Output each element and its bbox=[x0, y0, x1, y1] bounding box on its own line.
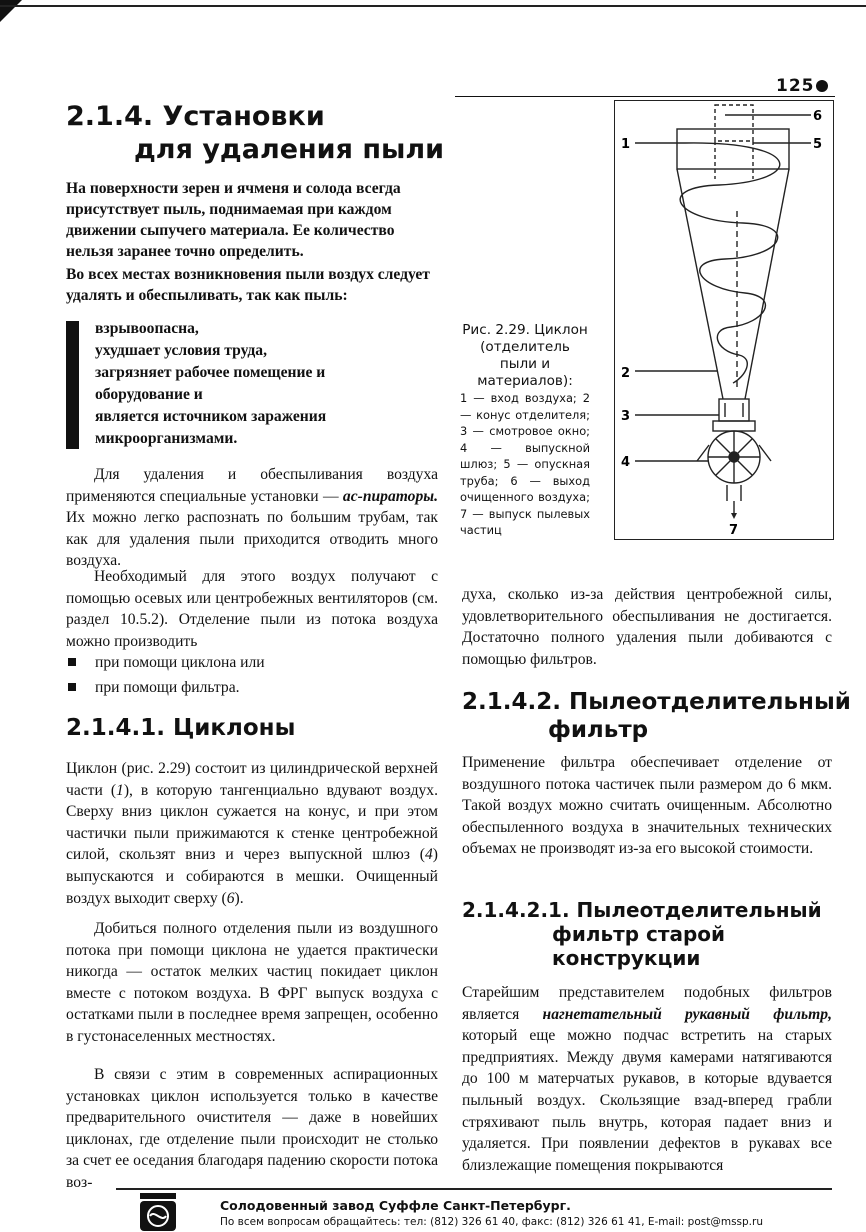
list-item-text: при помощи циклона или bbox=[95, 654, 265, 671]
warning-item: загрязняет рабочее помещение и оборудование и bbox=[95, 364, 326, 403]
cyclone-cylinder bbox=[677, 129, 789, 169]
page-number-dot bbox=[816, 80, 828, 92]
warning-item: является источником заражения микроорганизмами. bbox=[95, 408, 327, 447]
label-5: 5 bbox=[813, 137, 823, 152]
subsubsection-title-line3: конструкции bbox=[552, 946, 701, 970]
cyclone-cone-left bbox=[677, 169, 723, 399]
paragraph-cyclone-description bbox=[66, 758, 438, 909]
list-item-text: при помощи фильтра. bbox=[95, 679, 240, 696]
outlet-pipe bbox=[715, 105, 753, 141]
paragraph-bag-filter bbox=[462, 982, 832, 1176]
label-4: 4 bbox=[621, 455, 631, 470]
cyclone-cone-right bbox=[745, 169, 789, 399]
text-run: Их можно легко распознать по большим трубам, так как для удаления пыли приходится отводить много воздуха. bbox=[66, 509, 438, 570]
text-run: Для удаления и обеспыливания воздуха применяются специальные установки — bbox=[66, 466, 438, 505]
lead-paragraph-1: На поверхности зерен и ячменя и солода всегда присутствует пыль, поднимаемая при каждом движении сыпучего материала. Ее количество нельзя заранее точно определить. bbox=[66, 180, 401, 260]
term-aspirators: ас-пираторы. bbox=[342, 487, 438, 505]
paragraph-aspirators bbox=[66, 464, 438, 572]
label-6: 6 bbox=[813, 109, 823, 124]
text-run: ) выпускаются и собираются в мешки. Очищенный воздух выходит сверху ( bbox=[66, 846, 438, 907]
section-title-line1: 2.1.4. Установки bbox=[66, 101, 325, 132]
header-rule bbox=[455, 96, 835, 97]
paragraph-incomplete-separation: Добиться полного отделения пыли из воздушного потока при помощи циклона не удается практически никогда — остаток мелких частиц покидает циклон вместе с потоком воздуха. В ФРГ выпуск воздуха с остатками пыли в последнее время запрещен, особенно в густонаселенных местностях. bbox=[66, 920, 438, 1045]
text-run: ). bbox=[234, 889, 244, 907]
paragraph-filter-application: Применение фильтра обеспечивает отделение от воздушного потока частичек пыли размером до 6 мкм. Такой воздух можно считать очищенным. Абсолютно обеспыленного воздуха в значительных технических объемах не производят из-за его высокой стоимости. bbox=[462, 754, 832, 858]
bullet-square bbox=[68, 683, 76, 691]
paragraph-fans: Необходимый для этого воздух получают с помощью осевых или центробежных вентиляторов (см. раздел 10.5.2). Отделение пыли из потока воздуха можно производить bbox=[66, 568, 438, 650]
text-run: Циклон (рис. 2.29) состоит из цилиндрической верхней части ( bbox=[66, 760, 438, 799]
label-3: 3 bbox=[621, 409, 631, 424]
subsection-title-filter-line2: фильтр bbox=[548, 717, 649, 743]
label-7: 7 bbox=[729, 523, 739, 538]
footer-company: Солодовенный завод Суффле Санкт-Петербург. bbox=[220, 1198, 571, 1213]
cyclone-diagram bbox=[615, 101, 833, 539]
warning-item: взрывоопасна, bbox=[95, 320, 199, 337]
label-2: 2 bbox=[621, 366, 631, 381]
warning-item: ухудшает условия труда, bbox=[95, 342, 267, 359]
term-bag-filter: нагнетательный рукавный фильтр, bbox=[542, 1005, 832, 1023]
top-rule bbox=[0, 5, 866, 7]
ref-number: 6 bbox=[226, 889, 235, 907]
subsubsection-title-line1: 2.1.4.2.1. Пылеотделительный bbox=[462, 898, 822, 922]
footer-contacts: По всем вопросам обращайтесь: тел: (812) 326 61 40, факс: (812) 326 61 41, E-mail: post@mssp.ru bbox=[220, 1216, 763, 1228]
subsection-title-cyclones: 2.1.4.1. Циклоны bbox=[66, 715, 296, 741]
bullet-square bbox=[68, 658, 76, 666]
warning-bar bbox=[66, 321, 79, 449]
sight-window bbox=[719, 399, 749, 421]
method-list bbox=[66, 650, 438, 700]
page-number: 125 bbox=[776, 76, 815, 96]
figure-caption-legend: 1 — вход воздуха; 2 — конус отделителя; 3 — смотровое окно; 4 — выпускной шлюз; 5 — опускная труба; 6 — выход очищенного воздуха; 7 — выпуск пылевых частиц bbox=[460, 391, 590, 537]
text-run: ), в которую тангенциально вдувают воздух. Сверху вниз циклон сужается на конус, и при этом частички пыли прижимаются к стенке центробежной силой, скользят вниз и через выпускной шлюз ( bbox=[66, 781, 439, 864]
company-logo bbox=[140, 1193, 176, 1231]
subsubsection-title-line2: фильтр старой bbox=[552, 922, 726, 946]
ref-number: 4 bbox=[425, 846, 433, 864]
footer-rule bbox=[116, 1188, 832, 1190]
warning-list bbox=[95, 318, 395, 450]
figure-caption-title: Рис. 2.29. Циклон (отделитель пыли и материалов): bbox=[462, 322, 588, 389]
lead-paragraph-2: Во всех местах возникновения пыли воздух следует удалять и обеспыливать, так как пыль: bbox=[66, 266, 430, 304]
subsection-title-filter-line1: 2.1.4.2. Пылеотделительный bbox=[462, 689, 851, 715]
cyclone-figure bbox=[614, 100, 834, 540]
paragraph-filters-intro: духа, сколько из-за действия центробежной силы, удовлетворительного обеспыливания не достигается. Достаточно полного удаления пыли добиваются с помощью фильтров. bbox=[462, 586, 832, 668]
section-title-line2: для удаления пыли bbox=[134, 134, 445, 165]
text-run: который еще можно подчас встретить на старых предприятиях. Между двумя камерами натягиваются до 100 м матерчатых рукавов, в которые вдувается пыльный воздух. Скользящие взад-вперед грабли стряхивают пыль внутрь, которая падает вниз и удаляется. При появлении дефектов в рукавах все близлежащие помещения покрываются bbox=[462, 1027, 832, 1174]
label-1: 1 bbox=[621, 137, 631, 152]
ref-number: 1 bbox=[116, 781, 124, 799]
paragraph-modern-aspiration: В связи с этим в современных аспирационных установках циклон используется только в качестве предварительного очистителя — даже в новейших циклонах, где отделение пыли происходит не столько за счет ее оседания благодаря падению скорости потока воз- bbox=[66, 1066, 438, 1191]
list-item bbox=[66, 650, 438, 675]
text-run: Старейшим представителем подобных фильтров является bbox=[462, 984, 832, 1023]
corner-mark bbox=[0, 0, 22, 22]
list-item bbox=[66, 675, 438, 700]
